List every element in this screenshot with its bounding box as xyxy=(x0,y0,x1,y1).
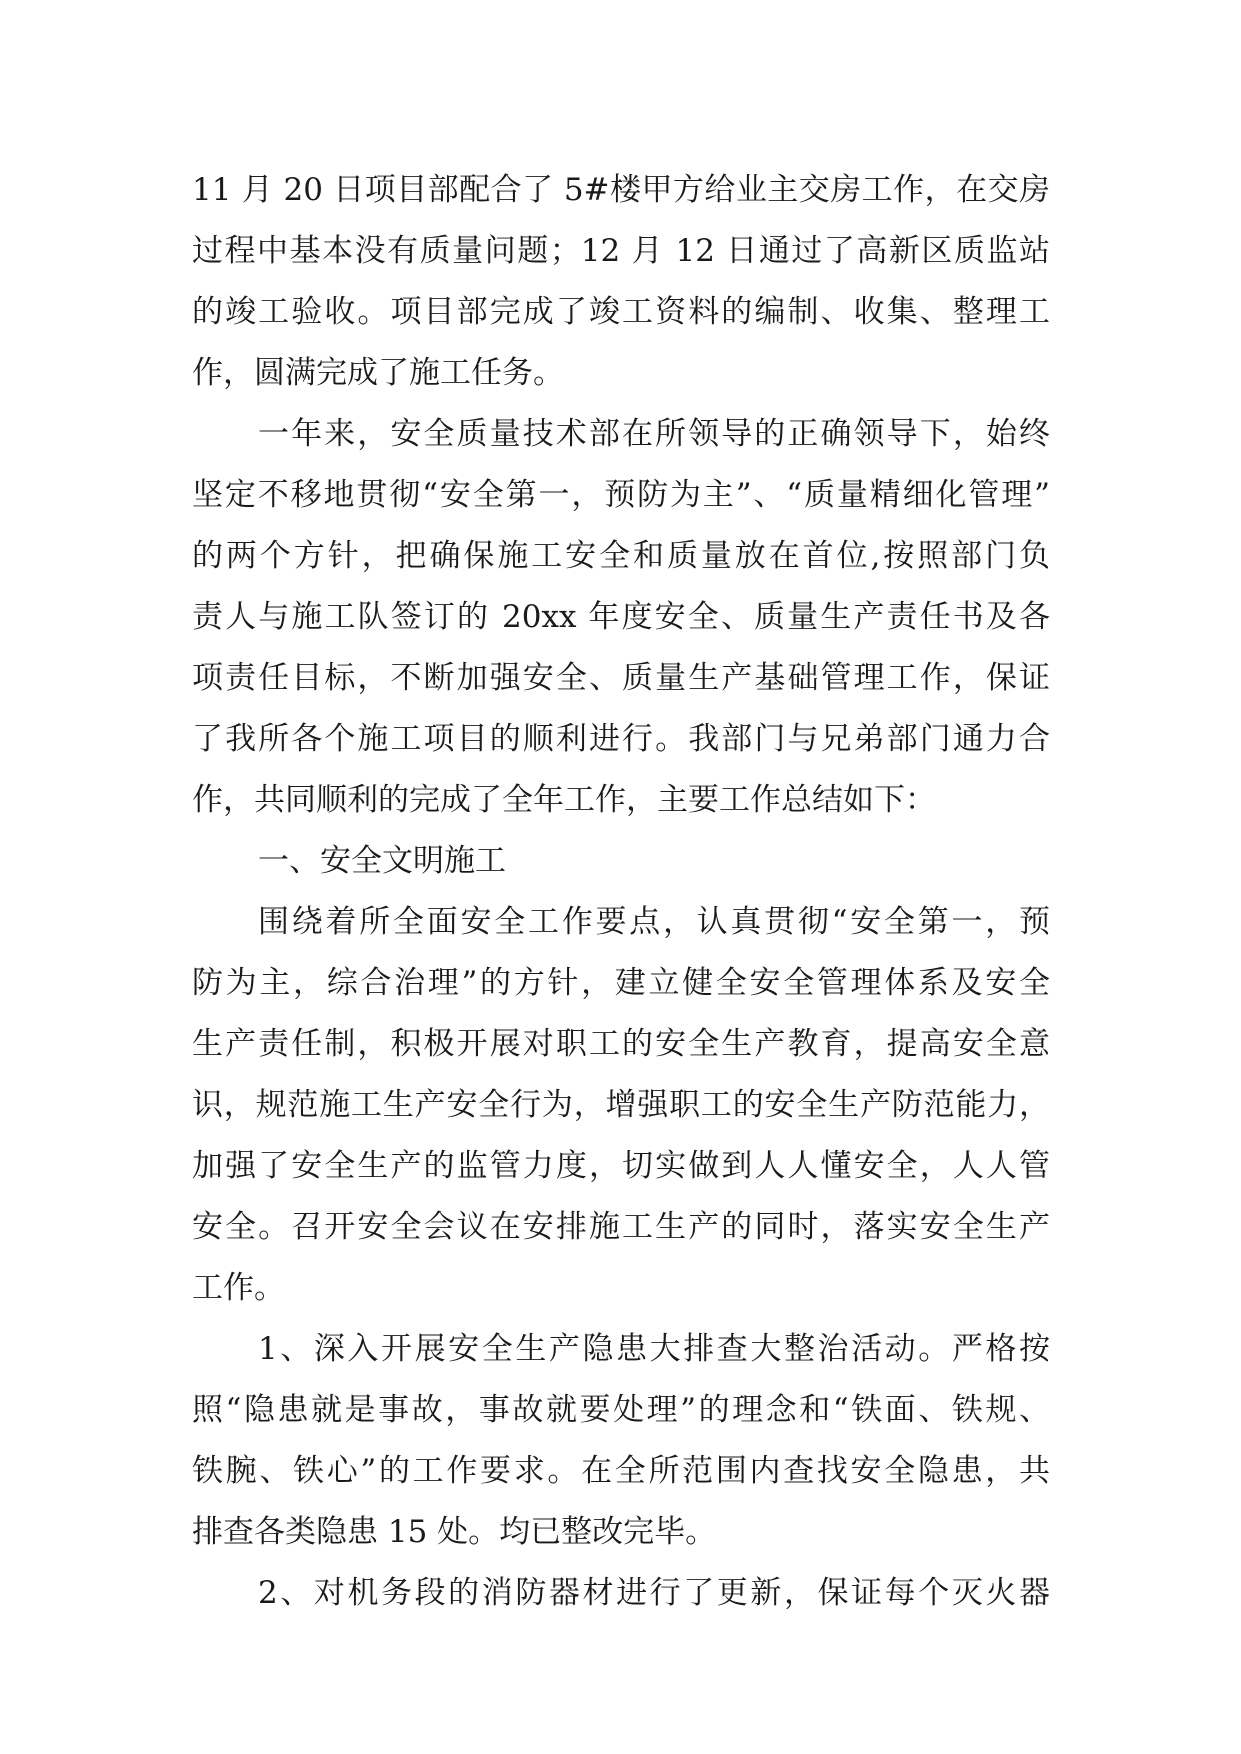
text-line: 2、对机务段的消防器材进行了更新，保证每个灭火器 xyxy=(258,1575,1050,1611)
text-line: 1、深入开展安全生产隐患大排查大整治活动。严格按 xyxy=(258,1331,1050,1367)
text-line: 加强了安全生产的监管力度，切实做到人人懂安全，人人管 xyxy=(192,1148,1050,1184)
text-line: 防为主，综合治理”的方针，建立健全安全管理体系及安全 xyxy=(192,965,1050,1001)
text-line: 工作。 xyxy=(192,1270,285,1306)
text-line: 项责任目标，不断加强安全、质量生产基础管理工作，保证 xyxy=(192,660,1050,696)
text-line: 照“隐患就是事故，事故就要处理”的理念和“铁面、铁规、 xyxy=(192,1392,1050,1428)
text-line: 作，共同顺利的完成了全年工作，主要工作总结如下： xyxy=(192,782,936,818)
text-line: 生产责任制，积极开展对职工的安全生产教育，提高安全意 xyxy=(192,1026,1050,1062)
text-line: 安全。召开安全会议在安排施工生产的同时，落实安全生产 xyxy=(192,1209,1050,1245)
text-line: 排查各类隐患 15 处。均已整改完毕。 xyxy=(192,1514,717,1550)
text-line: 责人与施工队签订的 20xx 年度安全、质量生产责任书及各 xyxy=(192,599,1050,635)
text-line: 一年来，安全质量技术部在所领导的正确领导下，始终 xyxy=(258,416,1050,452)
text-line: 坚定不移地贯彻“安全第一，预防为主”、“质量精细化管理” xyxy=(192,477,1050,513)
text-line: 的竣工验收。项目部完成了竣工资料的编制、收集、整理工 xyxy=(192,294,1050,330)
text-line: 识，规范施工生产安全行为，增强职工的安全生产防范能力， xyxy=(192,1087,1050,1123)
text-line: 围绕着所全面安全工作要点，认真贯彻“安全第一，预 xyxy=(258,904,1050,940)
text-line: 11 月 20 日项目部配合了 5#楼甲方给业主交房工作，在交房 xyxy=(192,172,1050,208)
text-line: 的两个方针，把确保施工安全和质量放在首位,按照部门负 xyxy=(192,538,1050,574)
text-line: 过程中基本没有质量问题；12 月 12 日通过了高新区质监站 xyxy=(192,233,1050,269)
text-line: 了我所各个施工项目的顺利进行。我部门与兄弟部门通力合 xyxy=(192,721,1050,757)
section-heading: 一、安全文明施工 xyxy=(258,843,506,879)
text-line: 铁腕、铁心”的工作要求。在全所范围内查找安全隐患，共 xyxy=(192,1453,1050,1489)
text-line: 作，圆满完成了施工任务。 xyxy=(192,355,564,391)
document-body xyxy=(192,160,1050,1624)
